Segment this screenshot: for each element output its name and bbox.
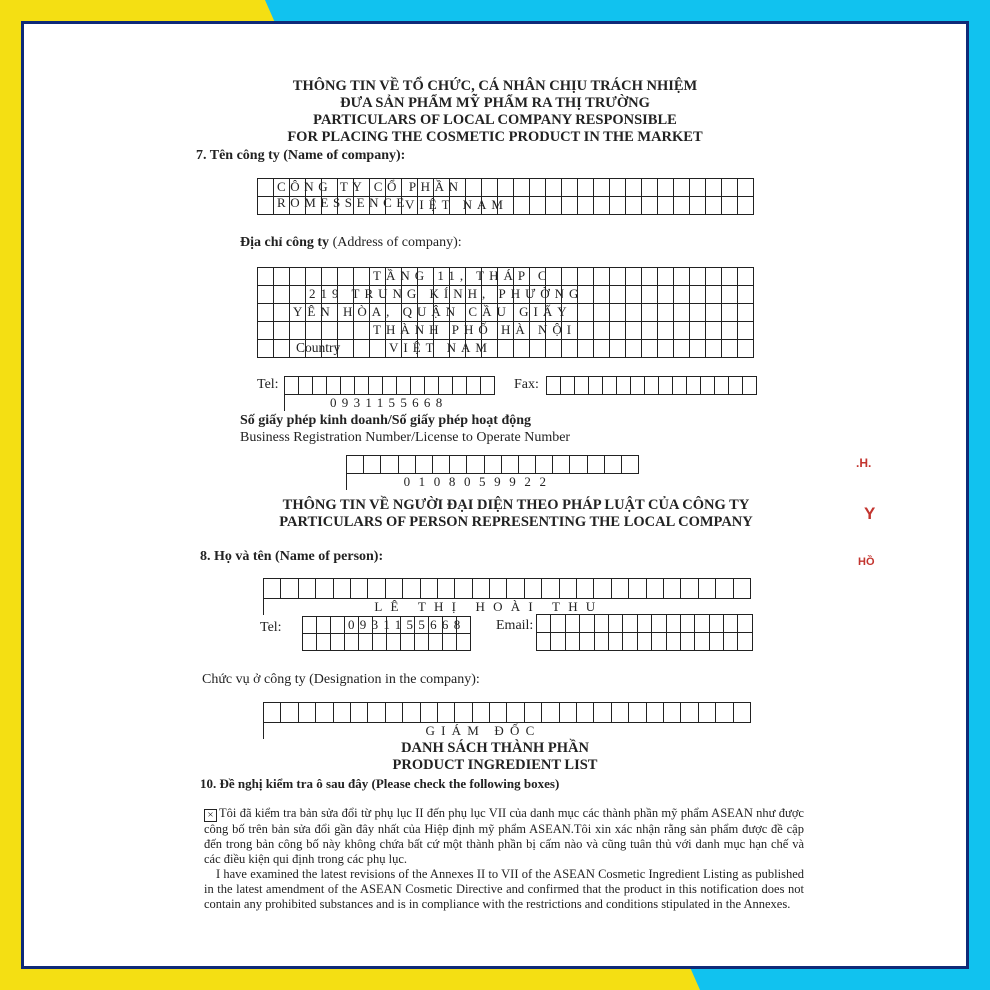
form-cell bbox=[490, 579, 507, 599]
form-cell bbox=[537, 615, 551, 633]
form-cell bbox=[629, 579, 646, 599]
form-cell bbox=[622, 456, 639, 474]
form-cell bbox=[626, 268, 642, 286]
form-cell bbox=[623, 633, 637, 651]
form-cell bbox=[738, 286, 754, 304]
ingredient-title-en: PRODUCT INGREDIENT LIST bbox=[392, 757, 598, 773]
form-cell bbox=[674, 197, 690, 215]
form-cell bbox=[580, 633, 594, 651]
form-cell bbox=[285, 377, 299, 395]
form-cell bbox=[341, 377, 355, 395]
form-cell bbox=[667, 615, 681, 633]
form-cell bbox=[290, 322, 306, 340]
form-cell bbox=[290, 286, 306, 304]
declaration-vi-text: Tôi đã kiểm tra bản sửa đổi từ phụ lục II đến phụ lục VII của danh mục các thành phần mỹ phẩm ASEAN như được công bố trên bản sửa đổi gần đây nhất của Hiệp định mỹ phẩm ASEAN.Tôi xin xác nhận rằng sản phẩm được đề cập đến trong bản công bố này không chứa bất cứ một thành phần bị cấm nào và cũng tuân thủ với danh mục hạn chế và các điều kiện qui định trong các phụ lục. bbox=[204, 806, 804, 866]
form-cell bbox=[537, 633, 551, 651]
form-cell bbox=[264, 703, 281, 723]
form-cell bbox=[525, 579, 542, 599]
form-cell bbox=[578, 197, 594, 215]
form-cell bbox=[701, 377, 715, 395]
form-cell bbox=[338, 268, 354, 286]
address-line-5: VIỆT NAM bbox=[389, 340, 492, 355]
form-cell bbox=[546, 197, 562, 215]
form-cell bbox=[403, 579, 420, 599]
form-cell bbox=[368, 579, 385, 599]
form-cell bbox=[577, 703, 594, 723]
form-cell bbox=[281, 703, 298, 723]
form-cell bbox=[317, 617, 331, 634]
form-cell bbox=[722, 340, 738, 358]
form-cell bbox=[560, 703, 577, 723]
company-tel-field[interactable] bbox=[284, 376, 495, 411]
form-cell bbox=[281, 579, 298, 599]
form-cell bbox=[645, 377, 659, 395]
form-cell bbox=[536, 456, 553, 474]
form-cell bbox=[642, 268, 658, 286]
form-cell bbox=[722, 268, 738, 286]
form-cell bbox=[580, 615, 594, 633]
form-cell bbox=[681, 703, 698, 723]
company-name-line-2: VIỆT NAM bbox=[405, 197, 508, 212]
form-cell bbox=[411, 377, 425, 395]
form-cell bbox=[699, 703, 716, 723]
form-page bbox=[24, 24, 966, 966]
form-cell bbox=[507, 703, 524, 723]
form-cell bbox=[588, 456, 605, 474]
designation-label: Chức vụ ở công ty (Designation in the company): bbox=[202, 672, 480, 687]
form-cell bbox=[681, 579, 698, 599]
designation-field[interactable] bbox=[263, 702, 751, 739]
form-cell bbox=[562, 179, 578, 197]
form-cell bbox=[490, 703, 507, 723]
form-cell bbox=[560, 579, 577, 599]
form-cell bbox=[473, 579, 490, 599]
form-cell bbox=[681, 615, 695, 633]
header-line-1: THÔNG TIN VỀ TỔ CHỨC, CÁ NHÂN CHỊU TRÁCH NHIỆM bbox=[292, 78, 698, 94]
license-number-value: 0108059922 bbox=[403, 474, 555, 489]
form-cell bbox=[612, 703, 629, 723]
form-cell bbox=[258, 179, 274, 197]
form-cell bbox=[455, 579, 472, 599]
company-fax-field[interactable] bbox=[546, 376, 757, 395]
form-cell bbox=[322, 322, 338, 340]
form-cell bbox=[617, 377, 631, 395]
form-cell bbox=[507, 579, 524, 599]
form-cell bbox=[589, 377, 603, 395]
form-cell bbox=[687, 377, 701, 395]
form-cell bbox=[306, 322, 322, 340]
form-cell bbox=[658, 179, 674, 197]
form-cell bbox=[722, 179, 738, 197]
form-cell bbox=[681, 633, 695, 651]
form-cell bbox=[453, 377, 467, 395]
form-cell bbox=[699, 579, 716, 599]
form-cell bbox=[331, 617, 345, 634]
form-cell bbox=[354, 322, 370, 340]
form-cell bbox=[421, 579, 438, 599]
form-cell bbox=[631, 377, 645, 395]
form-cell bbox=[290, 268, 306, 286]
form-cell bbox=[519, 456, 536, 474]
ingredient-title bbox=[24, 740, 966, 774]
form-cell bbox=[547, 377, 561, 395]
form-cell bbox=[674, 268, 690, 286]
form-cell bbox=[386, 703, 403, 723]
form-cell bbox=[638, 615, 652, 633]
form-cell bbox=[690, 268, 706, 286]
form-cell bbox=[594, 703, 611, 723]
form-cell bbox=[595, 615, 609, 633]
form-cell bbox=[658, 197, 674, 215]
form-cell bbox=[690, 340, 706, 358]
form-cell bbox=[429, 634, 443, 651]
form-cell bbox=[610, 197, 626, 215]
form-cell bbox=[450, 456, 467, 474]
form-cell bbox=[734, 579, 751, 599]
form-cell bbox=[674, 340, 690, 358]
form-cell bbox=[594, 179, 610, 197]
form-cell bbox=[716, 579, 733, 599]
form-cell bbox=[258, 322, 274, 340]
form-cell bbox=[715, 377, 729, 395]
form-cell bbox=[327, 377, 341, 395]
check-instruction: 10. Đề nghị kiểm tra ô sau đây (Please check the following boxes) bbox=[200, 776, 560, 791]
form-cell bbox=[438, 703, 455, 723]
form-cell bbox=[439, 377, 453, 395]
form-cell bbox=[629, 703, 646, 723]
company-tel-value: 0931155668 bbox=[330, 395, 448, 410]
form-cell bbox=[551, 633, 565, 651]
form-cell bbox=[364, 456, 381, 474]
form-cell bbox=[729, 377, 743, 395]
form-cell bbox=[274, 268, 290, 286]
form-cell bbox=[355, 377, 369, 395]
form-cell bbox=[354, 268, 370, 286]
form-cell bbox=[738, 268, 754, 286]
form-cell bbox=[610, 340, 626, 358]
form-cell bbox=[690, 322, 706, 340]
form-cell bbox=[401, 634, 415, 651]
page-header bbox=[24, 78, 966, 146]
form-cell bbox=[706, 322, 722, 340]
form-cell bbox=[710, 633, 724, 651]
person-email-label: Email: bbox=[496, 618, 534, 633]
person-name-value: LÊ THỊ HOÀI THU bbox=[374, 599, 604, 614]
form-cell bbox=[383, 377, 397, 395]
form-cell bbox=[566, 633, 580, 651]
form-cell bbox=[652, 615, 666, 633]
form-cell bbox=[373, 634, 387, 651]
form-cell bbox=[695, 615, 709, 633]
declaration-checkbox[interactable]: × bbox=[204, 809, 217, 822]
form-cell bbox=[609, 615, 623, 633]
form-cell bbox=[603, 377, 617, 395]
form-cell bbox=[738, 179, 754, 197]
form-cell bbox=[502, 456, 519, 474]
person-name-field[interactable] bbox=[263, 578, 751, 615]
form-cell bbox=[738, 197, 754, 215]
person-tel-field[interactable] bbox=[302, 616, 471, 651]
form-cell bbox=[368, 703, 385, 723]
form-cell bbox=[443, 634, 457, 651]
form-cell bbox=[381, 456, 398, 474]
form-cell bbox=[743, 377, 757, 395]
form-cell bbox=[738, 340, 754, 358]
address-line-4: THÀNH PHỐ HÀ NỘI bbox=[373, 322, 577, 337]
form-cell bbox=[299, 703, 316, 723]
form-cell bbox=[351, 703, 368, 723]
person-email-field[interactable] bbox=[536, 614, 753, 651]
form-cell bbox=[710, 615, 724, 633]
form-cell bbox=[706, 340, 722, 358]
form-cell bbox=[421, 703, 438, 723]
form-cell bbox=[415, 634, 429, 651]
form-cell bbox=[605, 456, 622, 474]
form-cell bbox=[403, 703, 420, 723]
margin-mark-2: Y bbox=[864, 504, 876, 523]
form-cell bbox=[562, 340, 578, 358]
margin-mark-1: .H. bbox=[856, 456, 872, 470]
form-cell bbox=[399, 456, 416, 474]
form-cell bbox=[724, 633, 738, 651]
form-cell bbox=[667, 633, 681, 651]
form-cell bbox=[274, 322, 290, 340]
form-cell bbox=[659, 377, 673, 395]
form-cell bbox=[473, 703, 490, 723]
form-cell bbox=[594, 197, 610, 215]
form-cell bbox=[542, 579, 559, 599]
form-cell bbox=[623, 615, 637, 633]
form-cell bbox=[664, 579, 681, 599]
form-cell bbox=[626, 197, 642, 215]
representative-title bbox=[260, 497, 772, 531]
form-cell bbox=[738, 615, 752, 633]
company-name-line-1: CÔNG TY CỔ PHẦN ROMESSENCE bbox=[277, 179, 463, 210]
form-cell bbox=[695, 633, 709, 651]
representative-title-en: PARTICULARS OF PERSON REPRESENTING THE LOCAL COMPANY bbox=[279, 514, 753, 530]
address-grid[interactable] bbox=[257, 267, 754, 358]
form-cell bbox=[642, 340, 658, 358]
form-cell bbox=[316, 703, 333, 723]
form-cell bbox=[594, 579, 611, 599]
form-cell bbox=[455, 703, 472, 723]
form-cell bbox=[274, 286, 290, 304]
form-cell bbox=[578, 179, 594, 197]
form-cell bbox=[467, 456, 484, 474]
form-cell bbox=[387, 634, 401, 651]
form-cell bbox=[334, 703, 351, 723]
address-line-1: TẦNG 11, THÁP C bbox=[373, 268, 552, 283]
form-cell bbox=[425, 377, 439, 395]
form-cell bbox=[690, 179, 706, 197]
form-cell bbox=[274, 304, 290, 322]
form-cell bbox=[258, 268, 274, 286]
person-tel-label: Tel: bbox=[260, 620, 282, 635]
form-cell bbox=[542, 703, 559, 723]
form-cell bbox=[638, 633, 652, 651]
form-cell bbox=[738, 322, 754, 340]
form-cell bbox=[738, 304, 754, 322]
form-cell bbox=[562, 197, 578, 215]
form-cell bbox=[345, 634, 359, 651]
form-cell bbox=[322, 268, 338, 286]
form-cell bbox=[438, 579, 455, 599]
form-cell bbox=[334, 579, 351, 599]
form-cell bbox=[570, 456, 587, 474]
form-cell bbox=[553, 456, 570, 474]
address-label: Địa chỉ công ty (Address of company): bbox=[240, 235, 462, 250]
address-line-2: 219 TRUNG KÍNH, PHƯỜNG bbox=[309, 286, 584, 301]
form-cell bbox=[575, 377, 589, 395]
person-name-label: 8. Họ và tên (Name of person): bbox=[200, 549, 384, 564]
form-cell bbox=[594, 340, 610, 358]
license-number-field[interactable] bbox=[346, 455, 639, 490]
form-cell bbox=[642, 179, 658, 197]
form-cell bbox=[561, 377, 575, 395]
form-cell bbox=[647, 579, 664, 599]
form-cell bbox=[612, 579, 629, 599]
country-label: Country bbox=[258, 340, 386, 358]
form-cell bbox=[303, 634, 317, 651]
form-cell bbox=[331, 634, 345, 651]
form-cell bbox=[551, 615, 565, 633]
form-cell bbox=[652, 633, 666, 651]
form-cell bbox=[258, 197, 274, 215]
form-cell bbox=[359, 634, 373, 651]
company-name-label: 7. Tên công ty (Name of company): bbox=[196, 148, 406, 163]
form-cell bbox=[673, 377, 687, 395]
company-fax-label: Fax: bbox=[514, 377, 539, 392]
form-cell bbox=[338, 322, 354, 340]
form-cell bbox=[664, 703, 681, 723]
form-cell bbox=[706, 268, 722, 286]
form-cell bbox=[317, 634, 331, 651]
form-cell bbox=[525, 703, 542, 723]
form-cell bbox=[566, 615, 580, 633]
form-cell bbox=[716, 703, 733, 723]
form-cell bbox=[264, 579, 281, 599]
form-cell bbox=[674, 179, 690, 197]
form-cell bbox=[722, 197, 738, 215]
person-tel-value: 0931155668 bbox=[348, 617, 466, 632]
form-cell bbox=[306, 268, 322, 286]
company-tel-label: Tel: bbox=[257, 377, 279, 392]
form-cell bbox=[481, 377, 495, 395]
company-name-grid[interactable] bbox=[257, 178, 754, 215]
designation-value: GIÁM ĐỐC bbox=[425, 723, 541, 738]
declaration-text bbox=[204, 806, 804, 912]
form-cell bbox=[626, 340, 642, 358]
form-cell bbox=[351, 579, 368, 599]
form-cell bbox=[313, 377, 327, 395]
form-cell bbox=[577, 579, 594, 599]
form-cell bbox=[610, 179, 626, 197]
header-line-4: FOR PLACING THE COSMETIC PRODUCT IN THE MARKET bbox=[287, 129, 703, 145]
form-cell bbox=[258, 304, 274, 322]
form-cell bbox=[316, 579, 333, 599]
form-cell bbox=[722, 322, 738, 340]
form-cell bbox=[485, 456, 502, 474]
declaration-vi bbox=[204, 806, 804, 867]
form-cell bbox=[397, 377, 411, 395]
form-cell bbox=[706, 197, 722, 215]
margin-mark-3: HỒ bbox=[858, 556, 875, 568]
header-line-3: PARTICULARS OF LOCAL COMPANY RESPONSIBLE bbox=[313, 112, 677, 128]
form-cell bbox=[706, 179, 722, 197]
form-cell bbox=[734, 703, 751, 723]
ingredient-title-vi: DANH SÁCH THÀNH PHẦN bbox=[401, 740, 589, 756]
form-cell bbox=[578, 340, 594, 358]
form-cell bbox=[258, 286, 274, 304]
address-line-3: YÊN HÒA, QUẬN CẦU GIẤY bbox=[293, 304, 572, 319]
form-cell bbox=[658, 340, 674, 358]
form-cell bbox=[595, 633, 609, 651]
header-line-2: ĐƯA SẢN PHẨM MỸ PHẨM RA THỊ TRƯỜNG bbox=[340, 95, 650, 111]
form-cell bbox=[647, 703, 664, 723]
form-cell bbox=[546, 340, 562, 358]
form-cell bbox=[433, 456, 450, 474]
form-cell bbox=[609, 633, 623, 651]
form-cell bbox=[299, 377, 313, 395]
form-cell bbox=[626, 179, 642, 197]
declaration-en: I have examined the latest revisions of the Annexes II to VII of the ASEAN Cosmetic Ingredient Listing as published in the latest amendment of the ASEAN Cosmetic Directive and confirmed that the product in this notification does not contain any prohibited substances and is in compliance with the restrictions and conditions stipulated in the Annexes. bbox=[204, 867, 804, 911]
form-cell bbox=[658, 268, 674, 286]
form-cell bbox=[457, 634, 471, 651]
license-label-en: Business Registration Number/License to Operate Number bbox=[240, 430, 571, 445]
license-label-vi: Số giấy phép kinh doanh/Số giấy phép hoạt động bbox=[240, 413, 532, 428]
form-cell bbox=[347, 456, 364, 474]
form-cell bbox=[299, 579, 316, 599]
form-cell bbox=[690, 197, 706, 215]
form-cell bbox=[303, 617, 317, 634]
form-cell bbox=[724, 615, 738, 633]
form-cell bbox=[386, 579, 403, 599]
form-cell bbox=[416, 456, 433, 474]
form-cell bbox=[369, 377, 383, 395]
representative-title-vi: THÔNG TIN VỀ NGƯỜI ĐẠI DIỆN THEO PHÁP LUẬT CỦA CÔNG TY bbox=[282, 497, 750, 513]
form-cell bbox=[738, 633, 752, 651]
form-cell bbox=[467, 377, 481, 395]
form-cell bbox=[642, 197, 658, 215]
